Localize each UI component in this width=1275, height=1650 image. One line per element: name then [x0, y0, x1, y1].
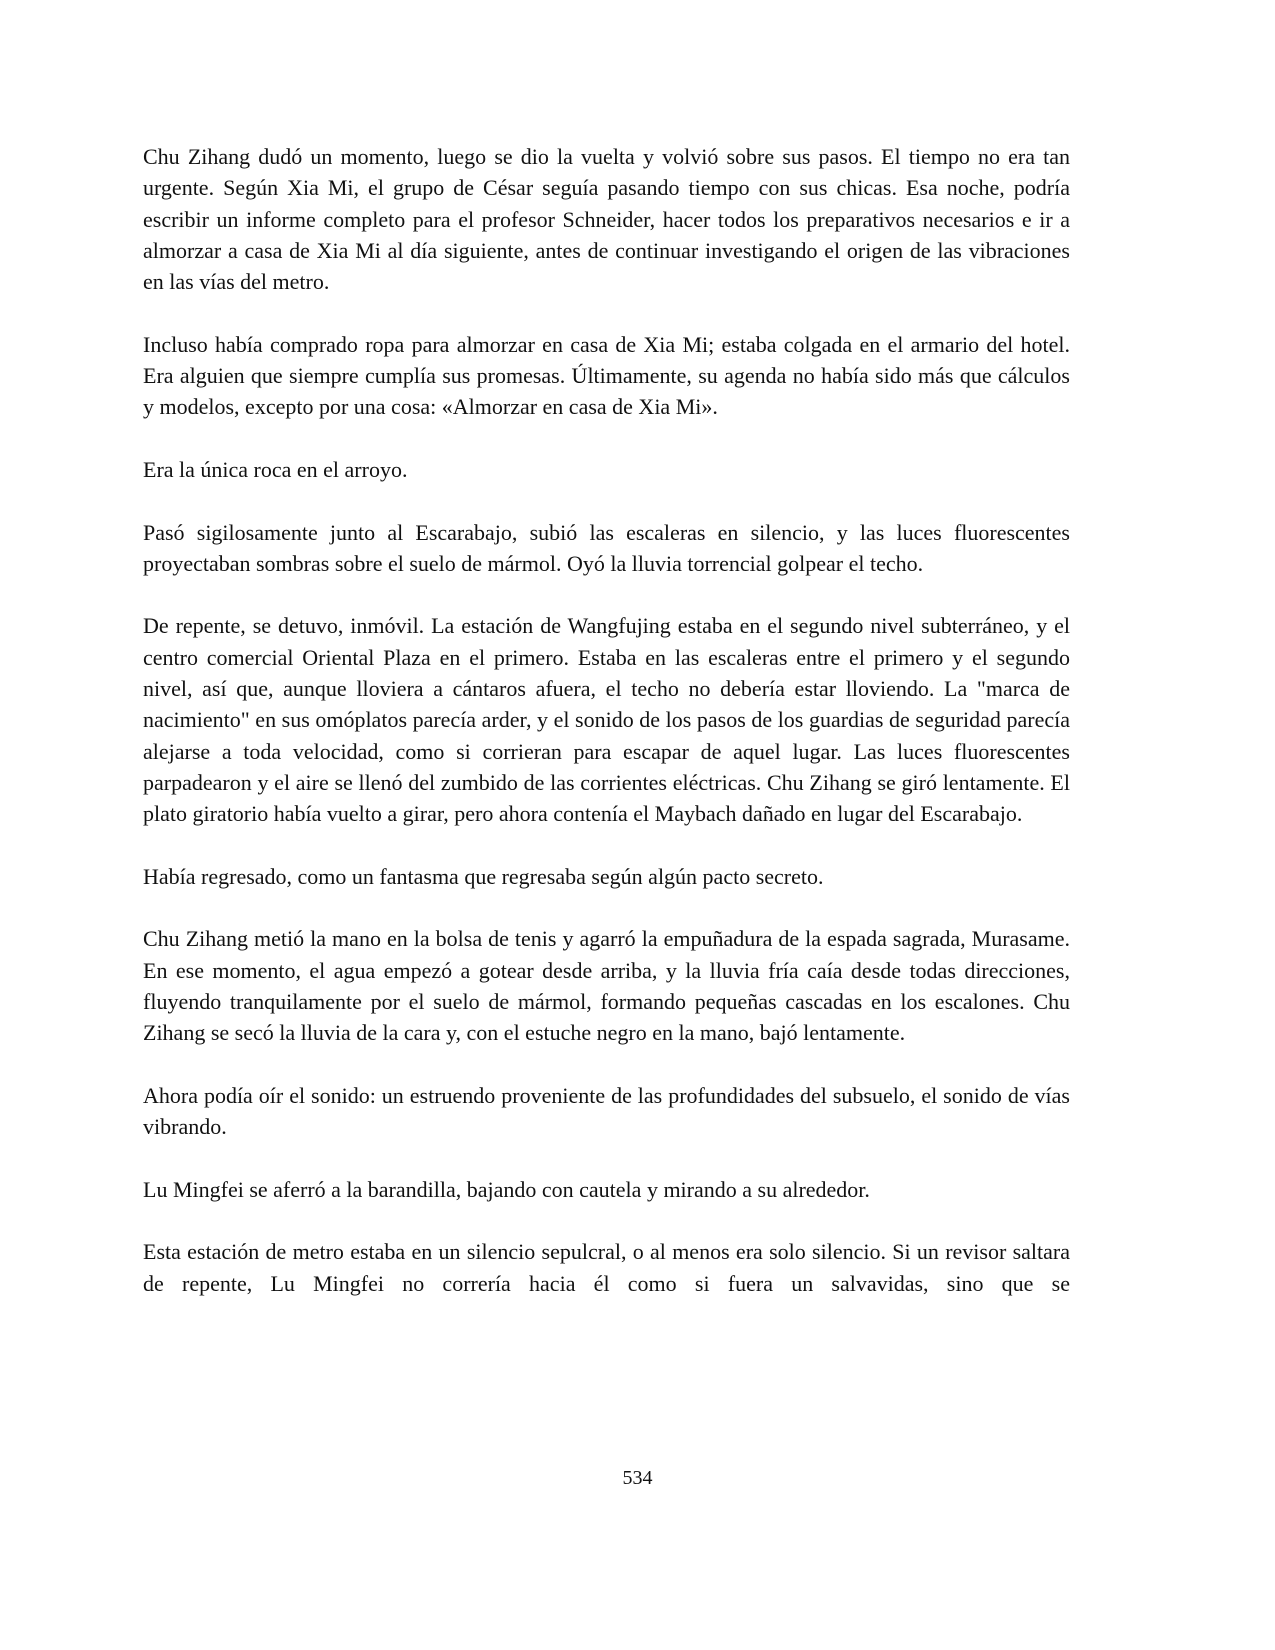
paragraph: Había regresado, como un fantasma que regresaba según algún pacto secreto. — [143, 863, 824, 889]
paragraph: Incluso había comprado ropa para almorzar en casa de Xia Mi; estaba colgada en el armario del hotel. Era alguien que siempre cumplía sus promesas. Últimamente, su agenda no había sido más que cálculos y modelos, excepto por una cosa: «Almorzar en casa de Xia Mi». — [143, 331, 1070, 420]
paragraph-continued: Esta estación de metro estaba en un silencio sepulcral, o al menos era solo silencio. Si un revisor saltara de repente, Lu Mingfei no correría hacia él como si fuera un salvavidas, sino que se — [143, 1239, 1070, 1296]
paragraph: De repente, se detuvo, inmóvil. La estación de Wangfujing estaba en el segundo nivel subterráneo, y el centro comercial Oriental Plaza en el primero. Estaba en las escaleras entre el primero y el segundo nivel, así que, aunque lloviera a cántaros afuera, el techo no debería estar lloviendo. La "marca de nacimiento" en sus omóplatos parecía arder, y el sonido de los pasos de los guardias de seguridad parecía alejarse a toda velocidad, como si corrieran para escapar de aquel lugar. Las luces fluorescentes parpadearon y el aire se llenó del zumbido de las corrientes eléctricas. Chu Zihang se giró lentamente. El plato giratorio había vuelto a girar, pero ahora contenía el Maybach dañado en lugar del Escarabajo. — [143, 613, 1070, 827]
paragraph: Chu Zihang metió la mano en la bolsa de tenis y agarró la empuñadura de la espada sagrada, Murasame. En ese momento, el agua empezó a gotear desde arriba, y la lluvia fría caía desde todas direcciones, fluyendo tranquilamente por el suelo de mármol, formando pequeñas cascadas en los escalones. Chu Zihang se secó la lluvia de la cara y, con el estuche negro en la mano, bajó lentamente. — [143, 926, 1070, 1046]
paragraph: Pasó sigilosamente junto al Escarabajo, subió las escaleras en silencio, y las luces fluorescentes proyectaban sombras sobre el suelo de mármol. Oyó la lluvia torrencial golpear el techo. — [143, 519, 1070, 576]
paragraph: Ahora podía oír el sonido: un estruendo proveniente de las profundidades del subsuelo, el sonido de vías vibrando. — [143, 1082, 1070, 1140]
paragraph: Chu Zihang dudó un momento, luego se dio la vuelta y volvió sobre sus pasos. El tiempo no era tan urgente. Según Xia Mi, el grupo de César seguía pasando tiempo con sus chicas. Esa noche, podría escribir un informe completo para el profesor Schneider, hacer todos los preparativos necesarios e ir a almorzar a casa de Xia Mi al día siguiente, antes de continuar investigando el origen de las vibraciones en las vías del metro. — [143, 144, 1070, 295]
page-body — [143, 141, 1070, 1330]
page-number: 534 — [622, 1467, 653, 1489]
paragraph: Lu Mingfei se aferró a la barandilla, bajando con cautela y mirando a su alrededor. — [143, 1176, 870, 1202]
paragraph: Era la única roca en el arroyo. — [143, 456, 408, 482]
